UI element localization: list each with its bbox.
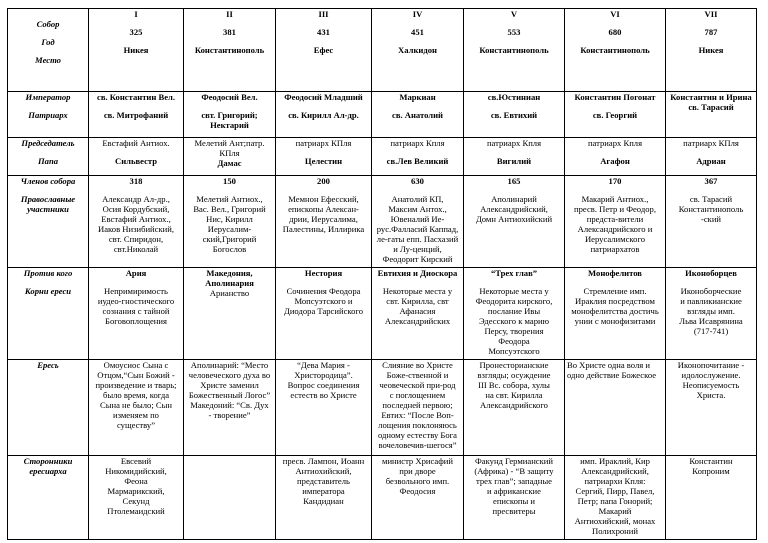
supporters-cell: Константин Копроним xyxy=(666,456,757,540)
heresy-cell: Слияние во Христе Боже-ственной и чеовеческой при-род с поглощением последней первою; Евтих: “После Воп- лощения поклоняюсь одному естеству Бога вочеловечив-шегося” xyxy=(372,360,464,456)
row-council xyxy=(8,9,757,92)
members-cell: 318 Александр Ал-др., Осия Кордубский, Евстафий Антиох., Иаков Низибийский, свт. Спиридон, свт.Николай xyxy=(89,176,184,268)
heresy-cell: Аполинарий: “Место человеческого духа во Христе заменил Божественный Логос” Македоний: “Св. Дух - творение” xyxy=(184,360,276,456)
councils-table xyxy=(7,8,757,540)
row-members xyxy=(8,176,757,268)
emperor-cell: Константин Погонат св. Георгий xyxy=(565,92,666,138)
label-sobor: Собор xyxy=(36,19,60,29)
heresy-cell: Иконопочитание - идолослужение. Неописуемость Христа. xyxy=(666,360,757,456)
chairman-cell: патриарх Кпля св.Лев Великий xyxy=(372,138,464,176)
against-cell: Иконоборцев Иконоборческие и павликианские взгляды имп. Льва Исаврянина (717-741) xyxy=(666,268,757,360)
members-cell: 165 Аполинарий Александрийский, Домн Антиохийский xyxy=(464,176,565,268)
chairman-cell: Евстафий Антиох. Сильвестр xyxy=(89,138,184,176)
supporters-cell xyxy=(184,456,276,540)
supporters-cell: имп. Ираклий, Кир Александрийский, патриархи Кпля: Сергий, Пирр, Павел, Петр; папа Гонорий; Макарий Антиохийский, монах Полихроний xyxy=(565,456,666,540)
heresy-cell: “Дева Мария - Христородица”. Вопрос соединения естеств во Христе xyxy=(276,360,372,456)
supporters-cell: пресв. Лампон, Иоанн Антиохийский, представитель императора Кандидиан xyxy=(276,456,372,540)
council-cell: VI 680 Константинополь xyxy=(565,9,666,92)
row-against xyxy=(8,268,757,360)
council-cell: I 325 Никея xyxy=(89,9,184,92)
row-supporters xyxy=(8,456,757,540)
against-cell: Ария Непримиримость иудео-гностического сознания с тайной Боговоплощения xyxy=(89,268,184,360)
council-cell: VII 787 Никея xyxy=(666,9,757,92)
against-cell: Нестория Сочинения Феодора Мопсуэтского и Диодора Тарсийского xyxy=(276,268,372,360)
chairman-cell: патриарх Кпля Вигилий xyxy=(464,138,565,176)
heresy-cell: Во Христе одна воля и одно действие Божеское xyxy=(565,360,666,456)
council-cell: IV 451 Халкидон xyxy=(372,9,464,92)
row-label-council xyxy=(8,9,89,92)
against-cell: Монофелитов Стремление имп. Ираклия посредством монофелитства достичь унии с монофизитами xyxy=(565,268,666,360)
members-cell: 170 Макарий Антиох., пресв. Петр и Феодор, предста-вители Александрийского и Иерусалимского патриархатов xyxy=(565,176,666,268)
emperor-cell: Константин и Ирина св. Тарасий xyxy=(666,92,757,138)
supporters-cell: Факунд Гермианский (Африка) - “В защиту трех глав”; западные и африканские епископы и пресвитеры xyxy=(464,456,565,540)
row-emperor xyxy=(8,92,757,138)
chairman-cell: патриарх КПля Адриан xyxy=(666,138,757,176)
chairman-cell: патриарх КПля Целестин xyxy=(276,138,372,176)
members-cell: 200 Мемнон Ефесский, епископы Алексан- дрии, Иерусалима, Палестины, Иллирика xyxy=(276,176,372,268)
council-cell: III 431 Ефес xyxy=(276,9,372,92)
against-cell: Македония, Аполинария Арианство xyxy=(184,268,276,360)
against-cell: “Трех глав” Некоторые места у Феодорита кирского, послание Ивы Эдесского к марию Персу, творения Феодора Мопсуэтского xyxy=(464,268,565,360)
row-heresy xyxy=(8,360,757,456)
label-god: Год xyxy=(41,37,55,47)
council-cell: V 553 Константинополь xyxy=(464,9,565,92)
members-cell: 367 св. Тарасий Константинополь -ский xyxy=(666,176,757,268)
row-label-heresy: Ересь xyxy=(8,360,89,456)
emperor-cell: Маркиан св. Анатолий xyxy=(372,92,464,138)
chairman-cell: патриарх Кпля Агафон xyxy=(565,138,666,176)
heresy-cell: Омоусиос Сына с Отцом,“Сын Божий - произведение и тварь; было время, когда Сына не было; Сын изменяем по существу” xyxy=(89,360,184,456)
emperor-cell: св.Юстиниан св. Евтихий xyxy=(464,92,565,138)
emperor-cell: Феодосий Вел. свт. Григорий; Нектарий xyxy=(184,92,276,138)
row-label-members: Членов собора Православные участники xyxy=(8,176,89,268)
row-label-supporters: Сторонники ересиарха xyxy=(8,456,89,540)
row-chairman xyxy=(8,138,757,176)
heresy-cell: Пронесторианские взгляды; осуждение III Вс. собора, хулы на свт. Кирилла Александрийского xyxy=(464,360,565,456)
chairman-cell: Мелетий Ант;патр. КПля Дамас xyxy=(184,138,276,176)
council-cell: II 381 Константинополь xyxy=(184,9,276,92)
row-label-chairman: Председатель Папа xyxy=(8,138,89,176)
label-mesto: Место xyxy=(35,55,61,65)
supporters-cell: Евсевий Никомидийский, Феона Мармарикский, Секунд Птолемаидский xyxy=(89,456,184,540)
emperor-cell: св. Константин Вел. св. Митрофаний xyxy=(89,92,184,138)
emperor-cell: Феодосий Младший св. Кирилл Ал-др. xyxy=(276,92,372,138)
supporters-cell: министр Хрисафий при дворе безвольного имп. Феодосия xyxy=(372,456,464,540)
against-cell: Евтихия и Диоскора Некоторые места у свт. Кирилла, свт Афанасия Александрийских xyxy=(372,268,464,360)
row-label-against: Против кого Корни ереси xyxy=(8,268,89,360)
members-cell: 630 Анатолий КП, Максим Антох., Ювеналий Ие- рус.Фалласий Каппад, ле-гаты епп. Пасхазий и Лу-ценций, Феодорит Кирский xyxy=(372,176,464,268)
members-cell: 150 Мелетий Антиох., Вас. Вел., Григорий Нис, Кирилл Иерусалим- ский,Григорий Богослов xyxy=(184,176,276,268)
row-label-emperor: Император Патриарх xyxy=(8,92,89,138)
